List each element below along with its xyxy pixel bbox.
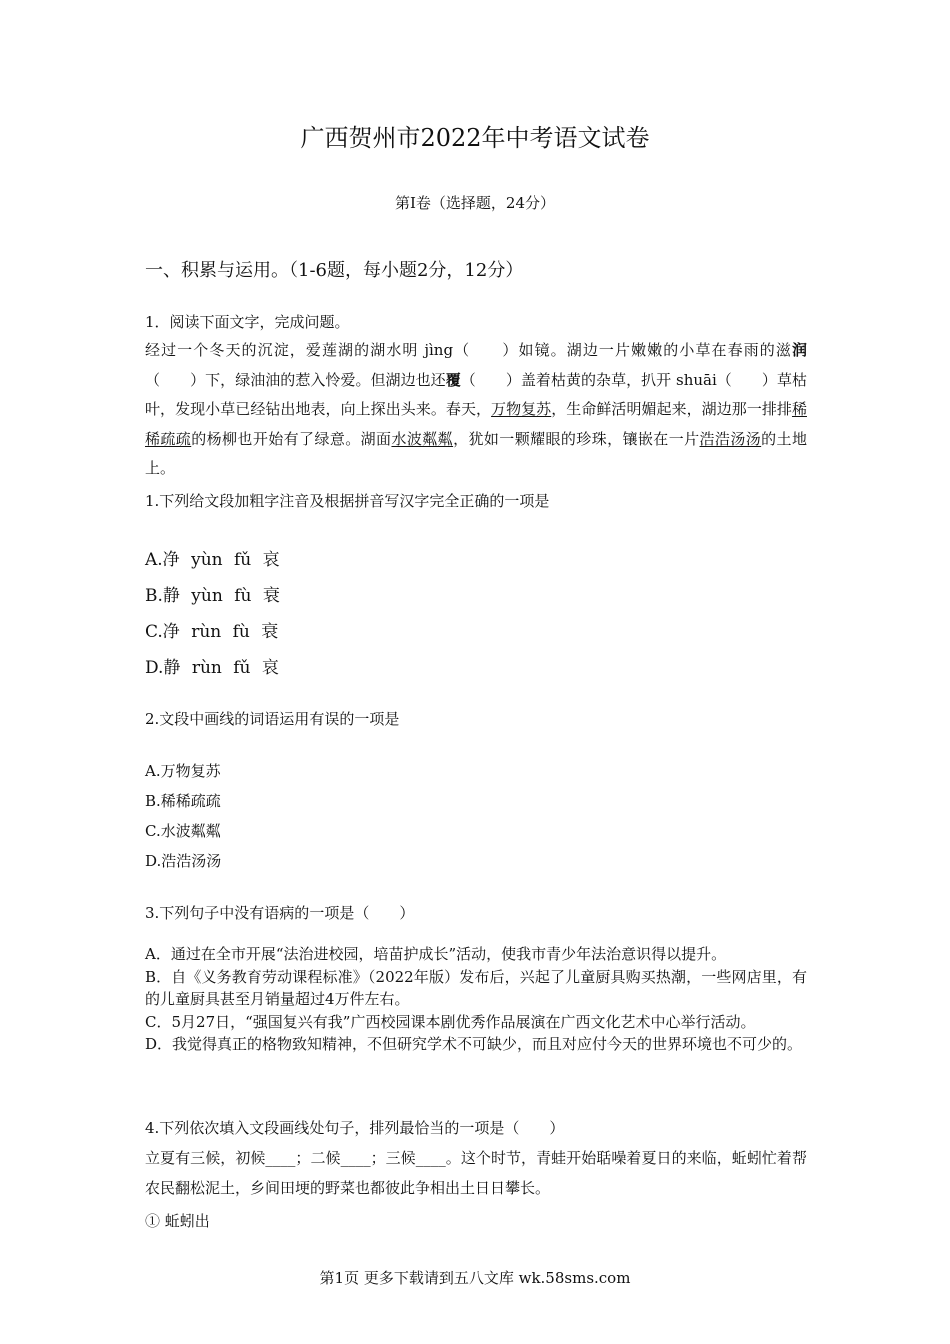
- underlined-word-4: 浩浩汤汤: [699, 429, 762, 448]
- underlined-word-2: 稀稀疏疏: [145, 400, 807, 448]
- q3-option-c: C．5月27日，“强国复兴有我”广西校园课本剧优秀作品展演在广西文化艺术中心举行活动。: [145, 1012, 756, 1031]
- question-3-options: [145, 943, 807, 1056]
- sub1-option-a: A.净 yùn fǔ 哀: [145, 550, 280, 570]
- sub2-option-a: A.万物复苏: [145, 762, 221, 780]
- question-4-passage: 立夏有三候，初候____；二候____；三候____。这个时节，青蛙开始聒噪着夏日的来临，蚯蚓忙着帮农民翻松泥土，乡间田埂的野菜也都彼此争相出土日日攀长。: [145, 1149, 807, 1197]
- question-1-heading: 1．阅读下面文字，完成问题。: [145, 313, 350, 331]
- bold-char-fu: 覆: [445, 370, 461, 389]
- sub1-option-c: C.净 rùn fù 衰: [145, 622, 279, 642]
- sub2-option-c: C.水波粼粼: [145, 822, 221, 840]
- q3-option-a: A．通过在全市开展“法治进校园，培苗护成长”活动，使我市青少年法治意识得以提升。: [145, 945, 727, 963]
- sub-question-1: 1.下列给文段加粗字注音及根据拼音写汉字完全正确的一项是: [145, 492, 550, 510]
- sub2-option-d: D.浩浩汤汤: [145, 852, 222, 870]
- underlined-word-1: 万物复苏: [491, 400, 552, 418]
- page-footer: 第1页 更多下载请到五八文库 wk.58sms.com: [319, 1269, 631, 1287]
- page-title: 广西贺州市2022年中考语文试卷: [300, 124, 650, 152]
- question-1-passage: 经过一个冬天的沉淀，爱莲湖的湖水明 jìng（ ）如镜。湖边一片嫩嫩的小草在春雨的滋润（ ）下，绿油油的惹入怜爱。但湖边也还覆（ ）盖着枯黄的杂草，扒开 shuāi（ ）草枯叶，发现小草已经钻出地表，向上探出头来。春天，万物复苏，生命鲜活明媚起来，湖边那一排排稀稀疏疏的杨柳也开始有了绿意。湖面水波粼粼，犹如一颗耀眼的珍珠，镶嵌在一片浩浩汤汤的土地上。: [145, 341, 807, 477]
- sub1-option-d: D.静 rùn fǔ 哀: [145, 658, 279, 678]
- bold-char-run: 润: [791, 341, 807, 359]
- question-4: 4.下列依次填入文段画线处句子，排列最恰当的一项是（ ）: [145, 1119, 565, 1137]
- q4-item-1: ① 蚯蚓出: [145, 1212, 210, 1230]
- sub-question-2: 2.文段中画线的词语运用有误的一项是: [145, 710, 400, 728]
- volume-subtitle: 第Ⅰ卷（选择题，24分）: [394, 194, 555, 212]
- sub1-option-b: B.静 yùn fù 衰: [145, 586, 280, 606]
- sub2-option-b: B.稀稀疏疏: [145, 792, 221, 810]
- q3-option-d: D．我觉得真正的格物致知精神，不但研究学术不可缺少，而且对应付今天的世界环境也不可少的。: [145, 1035, 803, 1053]
- question-3: 3.下列句子中没有语病的一项是（ ）: [145, 904, 415, 922]
- section-heading: 一、积累与运用。（1-6题，每小题2分，12分）: [145, 260, 524, 281]
- underlined-word-3: 水波粼粼: [391, 429, 454, 448]
- q3-option-b: B．自《义务教育劳动课程标准》（2022年版）发布后，兴起了儿童厨具购买热潮，一些网店里，有的儿童厨具甚至月销量超过4万件左右。: [145, 967, 807, 1008]
